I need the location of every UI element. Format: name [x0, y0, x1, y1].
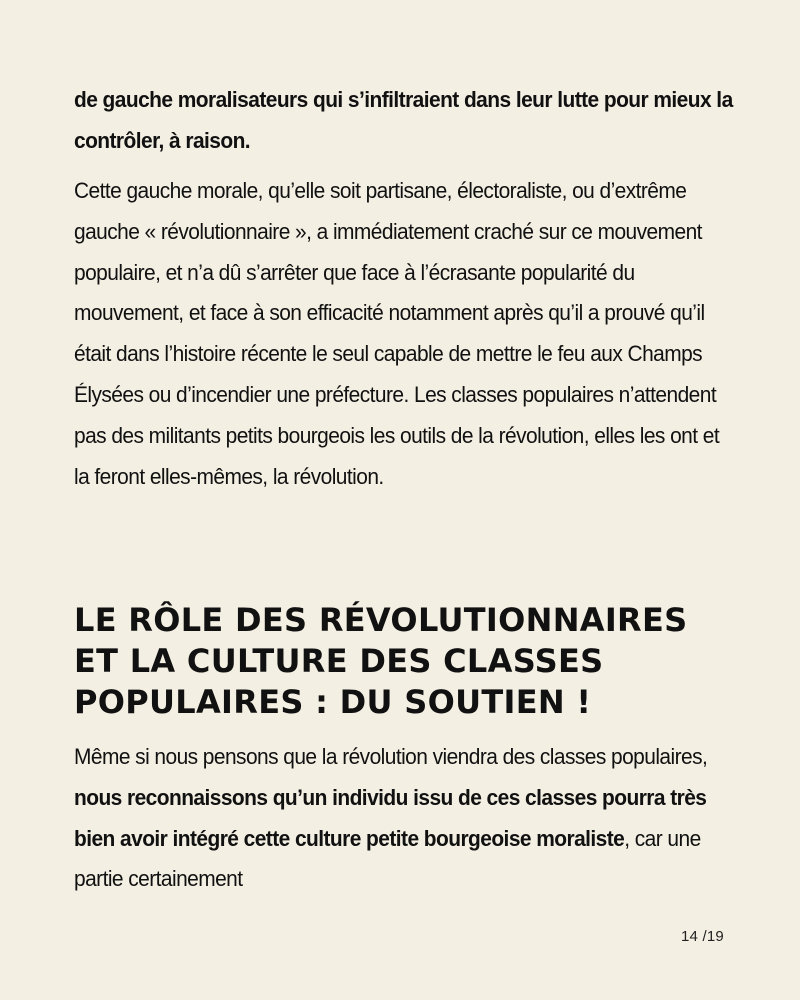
heading-line-3: POPULAIRES : DU SOUTIEN ! [74, 683, 592, 721]
paragraph-main-text: Cette gauche morale, qu’elle soit partisane, électoraliste, ou d’extrême gauche « révolutionnaire », a immédiatement craché sur ce mouvement populaire, et n’a dû s’arrêter que face à l’écrasante popularité du mouvement, et face à son efficacité notamment après qu’il a prouvé qu’il était dans l’histoire récente le seul capable de mettre le feu aux Champs Élysées ou d’incendier une préfecture. Les classes populaires n’attendent pas des militants petits bourgeois les outils de la révolution, elles les ont et la feront elles-mêmes, la révolution. [74, 178, 720, 489]
page-number: 14 /19 [681, 928, 724, 945]
section-heading [74, 600, 688, 723]
paragraph-bottom [74, 737, 734, 900]
paragraph-top-text: de gauche moralisateurs qui s’infiltraient dans leur lutte pour mieux la contrôler, à raison. [74, 87, 733, 153]
paragraph-main [74, 171, 734, 497]
paragraph-bottom-text-after: , car une partie certainement [74, 825, 701, 892]
paragraph-bottom-bold-text: nous reconnaissons qu’un individu issu de ces classes pourra très bien avoir intégré cette culture petite bourgeoise moraliste [74, 784, 707, 851]
paragraph-top-bold [74, 80, 734, 162]
heading-line-1: LE RÔLE DES RÉVOLUTIONNAIRES [74, 601, 688, 639]
heading-line-2: ET LA CULTURE DES CLASSES [74, 642, 604, 680]
paragraph-bottom-text-before: Même si nous pensons que la révolution viendra des classes populaires, [74, 744, 708, 769]
